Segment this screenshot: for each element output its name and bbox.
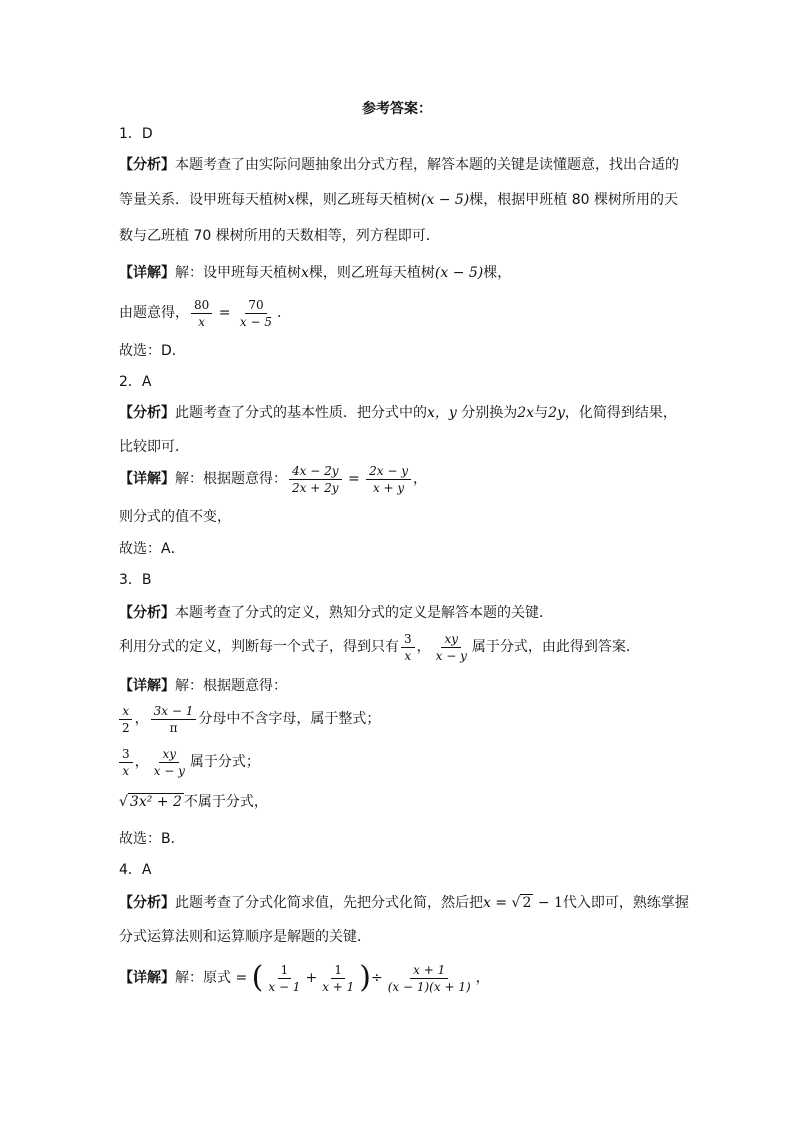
- q3-analysis-text-2a: 利用分式的定义，判断每一个式子，得到只有: [119, 639, 399, 655]
- q3-analysis-text-2b: 属于分式，由此得到答案．: [471, 639, 640, 655]
- q1-fraction-1-num: 80: [191, 298, 212, 314]
- page-title: 参考答案：: [362, 101, 432, 117]
- q3-analysis-text-1: 本题考查了分式的定义，熟知分式的定义是解答本题的关键．: [175, 605, 553, 621]
- q3-frac-d-num: 3x − 1: [151, 704, 197, 720]
- q2-fraction-2-den: x + y: [372, 480, 405, 495]
- q4-detail-prefix: 解：原式 =: [175, 970, 252, 986]
- q2-analysis-text-1e: 与: [534, 405, 549, 421]
- q3-detail-line: [119, 676, 287, 696]
- q4-analysis-tag: 【分析】: [119, 895, 175, 911]
- q4-sqrt-radicand: 2: [522, 895, 532, 911]
- q2-line-2: 则分式的值不变，: [119, 509, 231, 525]
- q2-analysis-line-1: [119, 403, 677, 423]
- q4-frac-c-den: (x − 1)(x + 1): [387, 979, 471, 994]
- q1-fraction-1-den: x: [198, 314, 206, 329]
- q1-detail-var-x: x: [301, 265, 309, 281]
- q1-fraction-2-num: 70: [245, 298, 266, 314]
- q2-analysis-text-1g: ，化简得到结果，: [564, 405, 677, 421]
- q1-detail-tag: 【详解】: [119, 265, 175, 281]
- q2-fraction-2-num: 2x − y: [366, 464, 411, 480]
- q1-analysis-tag: 【分析】: [119, 157, 175, 173]
- q2-conclusion: 故选：A．: [119, 541, 185, 557]
- q4-detail-line: [119, 956, 490, 1000]
- q1-analysis-line-2: [119, 190, 678, 210]
- q3-frac-3x1-over-pi: [151, 704, 197, 735]
- q4-analysis-line-2: 分式运算法则和运算顺序是解题的关键．: [119, 929, 371, 945]
- q4-plus: +: [305, 970, 318, 986]
- q1-fraction-1: [191, 298, 212, 329]
- q4-frac-1-over-xp1: [319, 963, 357, 994]
- q4-right-paren: ): [359, 960, 371, 995]
- q2-vars-xy: x，y: [427, 405, 457, 421]
- q3-sqrt-radicand: 3x² + 2: [129, 794, 182, 810]
- q2-fraction-2: [366, 464, 411, 495]
- q4-detail-tag: 【详解】: [119, 970, 175, 986]
- q3-frac-d-den: π: [169, 720, 178, 735]
- q4-analysis-text-1a: 此题考查了分式化简求值，先把分式化简，然后把: [175, 895, 483, 911]
- q2-expr-2y: 2y: [548, 405, 565, 421]
- q2-analysis-text-1a: 此题考查了分式的基本性质．把分式中的: [175, 405, 427, 421]
- q3-sqrt-line: [119, 792, 268, 812]
- q2-detail-tag: 【详解】: [119, 471, 175, 487]
- q3-frac-b-num: xy: [441, 632, 461, 648]
- q3-frac-e-den: x: [122, 763, 130, 778]
- q3-conclusion: 故选：B．: [119, 831, 185, 847]
- q1-analysis-text-1: 本题考查了由实际问题抽象出分式方程，解答本题的关键是读懂题意，找出合适的: [175, 157, 679, 173]
- q4-sqrt-2: √ 2: [511, 895, 532, 911]
- q4-frac-a-den: x − 1: [268, 979, 301, 994]
- q1-analysis-line-3: 数与乙班植 70 棵树所用的天数相等，列方程即可．: [119, 228, 440, 244]
- q1-detail-text-1a: 解：设甲班每天植树: [175, 265, 301, 281]
- q4-analysis-text-1e: 代入即可，熟练掌握: [562, 895, 689, 911]
- q3-frac-f-den: x − y: [153, 763, 185, 778]
- q4-frac-b-den: x + 1: [322, 979, 355, 994]
- q3-fraction-line: $\frac{3}{x}$ ， $\frac{xy}{x - y}$ 属于分式；: [119, 745, 260, 779]
- q2-answer: 2．A: [119, 374, 152, 390]
- q3-analysis-tag: 【分析】: [119, 605, 175, 621]
- q1-conclusion: 故选：D．: [119, 343, 186, 359]
- q3-answer: 3．B: [119, 572, 152, 588]
- q4-frac-xp1-over-prod: [385, 963, 474, 994]
- q4-answer: 4．A: [119, 862, 152, 878]
- q1-detail-text-1c: 棵，: [483, 265, 512, 281]
- q1-detail-line-1: [119, 263, 511, 283]
- q3-frac-f-num: xy: [159, 747, 179, 763]
- q1-detail-expr-x5: (x − 5): [434, 265, 484, 281]
- q3-line-frac-text: 属于分式；: [189, 754, 260, 770]
- q3-frac-a-den: x: [404, 648, 412, 663]
- q3-sqrt-expr: √ 3x² + 2: [119, 794, 182, 810]
- q3-integer-line: $\frac{x}{2}$ ， $\frac{3x - 1}{\pi}$ 分母中不含字母，属于整式；: [119, 702, 380, 736]
- q3-frac-b-den: x − y: [435, 648, 467, 663]
- q2-expr-2x: 2x: [517, 405, 535, 421]
- q3-frac-xy-over-xmy-2: [151, 747, 188, 778]
- q2-analysis-tag: 【分析】: [119, 405, 175, 421]
- q3-frac-3-over-x-2: [119, 747, 133, 778]
- q3-frac-xy-over-xmy: [433, 632, 470, 663]
- q4-left-paren: (: [251, 960, 264, 995]
- q3-detail-prefix: 解：根据题意得：: [175, 678, 287, 694]
- q4-frac-b-num: 1: [331, 963, 345, 979]
- q3-frac-c-den: 2: [122, 720, 130, 735]
- q3-line-int-text: 分母中不含字母，属于整式；: [198, 711, 381, 727]
- q2-detail-line: 【详解】解：根据题意得： $\frac{4x - 2y}{2x + 2y}$ = $\frac{2x - y}{x + y}$ ，: [119, 463, 428, 495]
- q1-fraction-2-den: x − 5: [239, 314, 273, 329]
- q4-minus-1: − 1: [533, 895, 563, 911]
- q3-frac-a-num: 3: [401, 632, 415, 648]
- q2-detail-prefix: 解：根据题意得：: [175, 471, 287, 487]
- q3-frac-c-num: x: [119, 704, 132, 720]
- q3-analysis-line-1: [119, 603, 553, 623]
- q4-x-equals: x =: [483, 895, 512, 911]
- q1-analysis-text-2b: 棵，则乙班每天植树: [294, 192, 421, 208]
- q2-fraction-1: [289, 464, 342, 495]
- q1-analysis-text-2c: 棵，根据甲班植 80 棵树所用的天: [469, 192, 678, 208]
- q3-detail-tag: 【详解】: [119, 678, 175, 694]
- q4-frac-c-num: x + 1: [410, 963, 448, 979]
- q1-equation-line: 由题意得， $\frac{80}{x}$ = $\frac{70}{x - 5}$ ．: [119, 297, 292, 329]
- q1-expr-x5: (x − 5): [420, 192, 470, 208]
- q3-frac-e-num: 3: [119, 747, 133, 763]
- q2-fraction-1-num: 4x − 2y: [289, 464, 342, 480]
- q1-fraction-2: [237, 298, 275, 329]
- q1-analysis-line-1: [119, 155, 679, 175]
- q4-frac-1-over-xm1: [265, 963, 303, 994]
- q1-answer: 1．D: [119, 126, 153, 142]
- q4-divide: ÷: [371, 970, 383, 986]
- q3-frac-3-over-x: [401, 632, 415, 663]
- q1-detail-text-1b: 棵，则乙班每天植树: [308, 265, 435, 281]
- q4-frac-a-num: 1: [278, 963, 292, 979]
- q3-line-sqrt-text: 不属于分式，: [183, 794, 268, 810]
- q2-analysis-line-2: 比较即可．: [119, 439, 189, 455]
- q3-frac-x-over-2: [119, 704, 133, 735]
- q4-analysis-line-1: [119, 893, 689, 913]
- q2-analysis-text-1c: 分别换为: [456, 405, 518, 421]
- q1-eq-prefix: 由题意得，: [119, 305, 189, 321]
- q4-comma: ，: [475, 970, 490, 986]
- q3-analysis-line-2: 利用分式的定义，判断每一个式子，得到只有 $\frac{3}{x}$ ， $\frac{xy}{x - y}$ 属于分式，由此得到答案．: [119, 631, 640, 663]
- q2-fraction-1-den: 2x + 2y: [292, 480, 339, 495]
- q1-analysis-text-2a: 等量关系．设甲班每天植树: [119, 192, 287, 208]
- q1-var-x: x: [287, 192, 295, 208]
